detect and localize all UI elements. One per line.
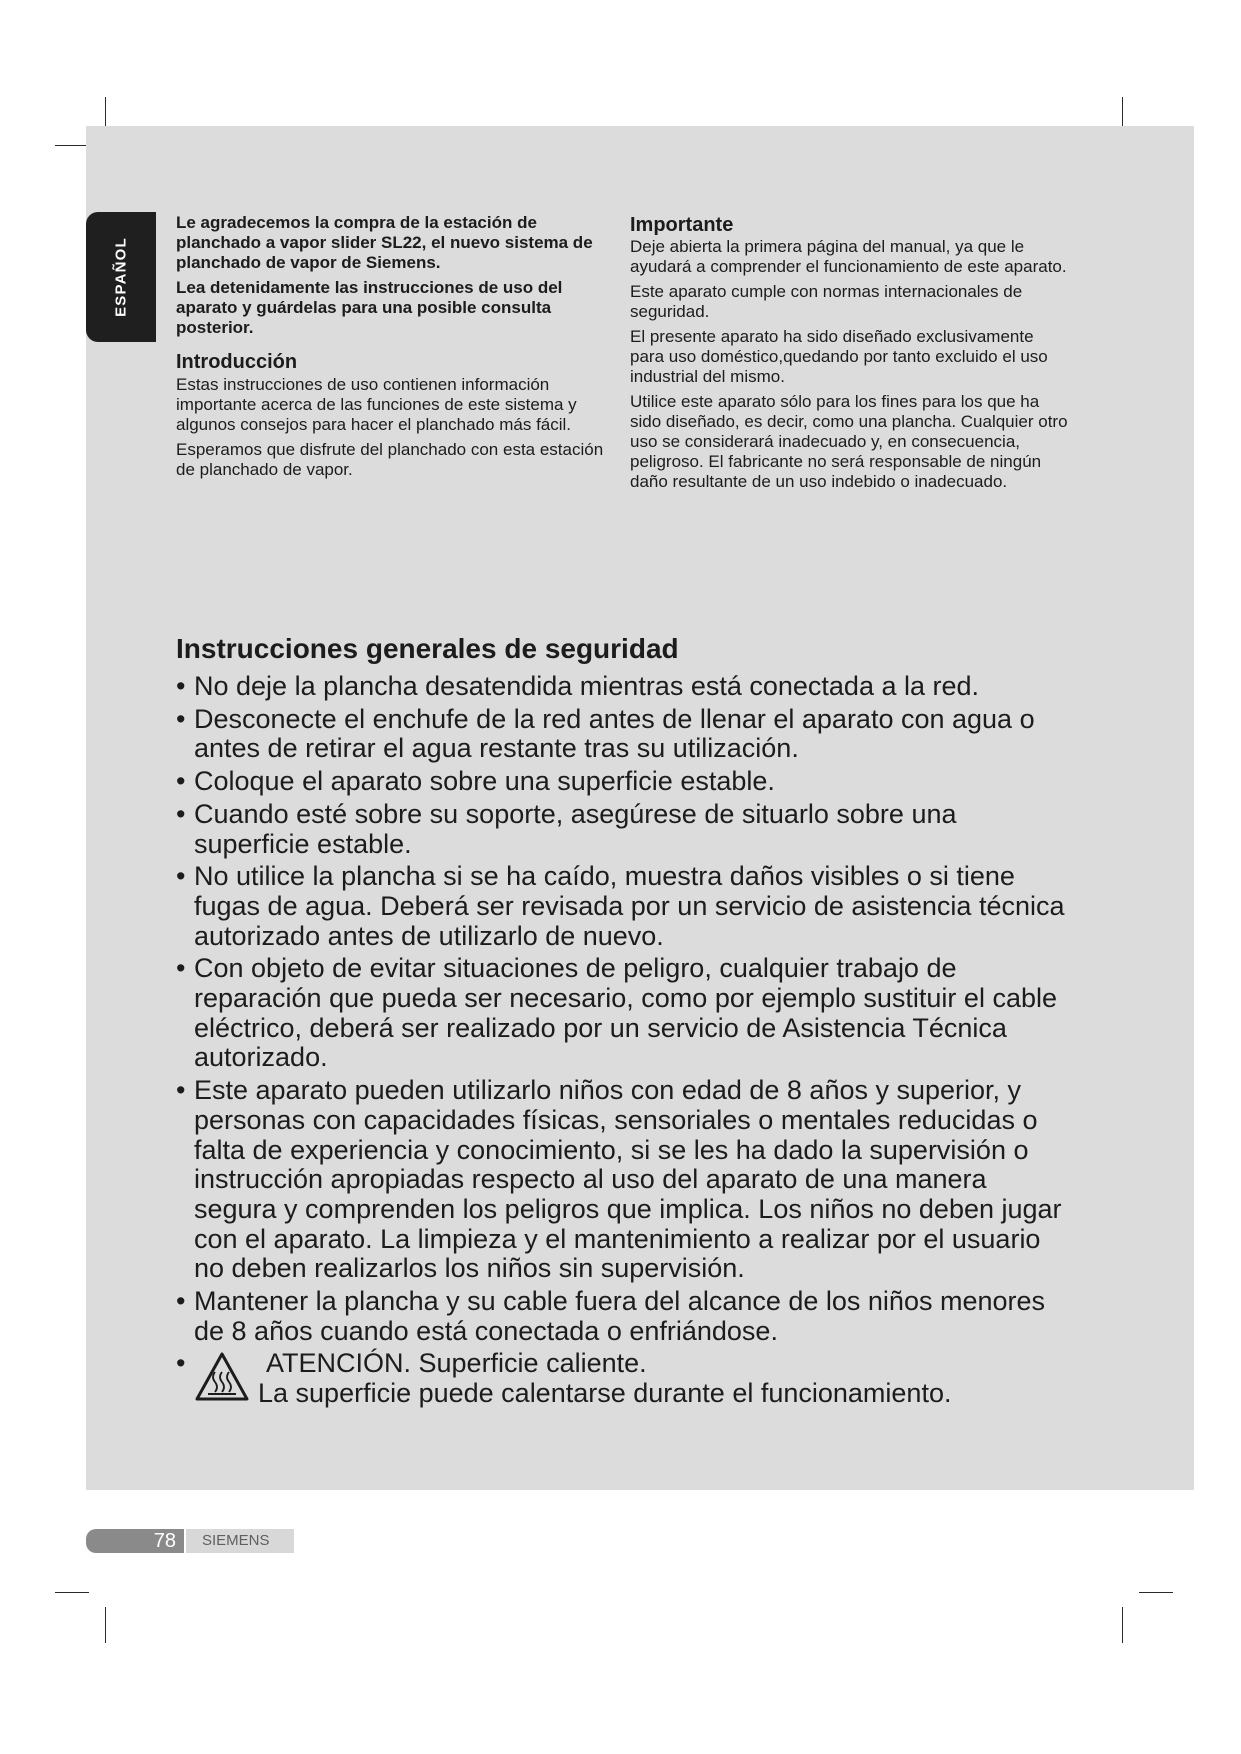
safety-item: • No deje la plancha desatendida mientras está conectada a la red. (176, 672, 1076, 702)
page-number: 78 (153, 1530, 176, 1552)
safety-item: • Cuando esté sobre su soporte, asegúrese de situarlo sobre una superficie estable. (176, 800, 1076, 859)
warning-text: La superficie puede calentarse durante el funcionamiento. (258, 1378, 952, 1409)
safety-item: • No utilice la plancha si se ha caído, muestra daños visibles o si tiene fugas de agua. Deberá ser revisada por un servicio de asistencia técnica autorizado antes de utilizarlo de nuevo. (176, 862, 1076, 951)
safety-heading: Instrucciones generales de seguridad (176, 633, 679, 664)
crop-mark (55, 1592, 89, 1593)
crop-mark (1139, 1592, 1173, 1593)
intro-column (176, 213, 616, 485)
safety-item: • Desconecte el enchufe de la red antes de llenar el aparato con agua o antes de retirar el agua restante tras su utilización. (176, 705, 1076, 764)
safety-item: • Coloque el aparato sobre una superficie estable. (176, 767, 1076, 797)
important-paragraph: Deje abierta la primera página del manual, ya que le ayudará a comprender el funcionamiento de este aparato. (630, 237, 1067, 276)
important-column (630, 213, 1070, 497)
read-instructions-paragraph: Lea detenidamente las instrucciones de uso del aparato y guárdelas para una posible consulta posterior. (176, 278, 563, 337)
crop-mark (105, 1607, 106, 1643)
language-tab-label: ESPAÑOL (112, 237, 130, 317)
safety-section (176, 632, 1076, 1412)
safety-item: • Con objeto de evitar situaciones de peligro, cualquier trabajo de reparación que pueda ser necesario, como por ejemplo sustituir el cable eléctrico, deberá ser realizado por un servicio de Asistencia Técnica autorizado. (176, 954, 1076, 1073)
safety-item: • Mantener la plancha y su cable fuera del alcance de los niños menores de 8 años cuando está conectada o enfriándose. (176, 1287, 1076, 1346)
safety-item-warning (176, 1349, 1076, 1409)
brand-label: SIEMENS (186, 1529, 294, 1553)
safety-list (176, 672, 1076, 1409)
thanks-paragraph: Le agradecemos la compra de la estación de planchado a vapor slider SL22, el nuevo sistema de planchado de vapor de Siemens. (176, 213, 593, 272)
important-paragraph: Este aparato cumple con normas internacionales de seguridad. (630, 282, 1023, 321)
crop-mark (1122, 1607, 1123, 1643)
intro-paragraph: Esperamos que disfrute del planchado con esta estación de planchado de vapor. (176, 440, 604, 479)
page-number-tab (86, 1529, 184, 1553)
important-paragraph: El presente aparato ha sido diseñado exclusivamente para uso doméstico,quedando por tanto excluido el uso industrial del mismo. (630, 327, 1048, 386)
crop-mark (55, 145, 89, 146)
warning-title: • ATENCIÓN. Superficie caliente. (266, 1348, 647, 1379)
language-tab (86, 212, 156, 342)
important-paragraph: Utilice este aparato sólo para los fines para los que ha sido diseñado, es decir, como una plancha. Cualquier otro uso se considerará inadecuado y, en consecuencia, peligroso. El fabricante no será responsable de ningún daño resultante de un uso indebido o inadecuado. (630, 392, 1068, 491)
intro-heading: Introducción (176, 351, 298, 373)
hot-surface-warning-icon (194, 1351, 250, 1403)
important-heading: Importante (630, 214, 734, 236)
intro-paragraph: Estas instrucciones de uso contienen información importante acerca de las funciones de este sistema y algunos consejos para hacer el planchado más fácil. (176, 375, 577, 434)
safety-item: • Este aparato pueden utilizarlo niños con edad de 8 años y superior, y personas con capacidades físicas, sensoriales o mentales reducidas o falta de experiencia y conocimiento, si se les ha dado la supervisión o instrucción apropiadas respecto al uso del aparato de una manera segura y comprenden los peligros que implica. Los niños no deben jugar con el aparato. La limpieza y el mantenimiento a realizar por el usuario no deben realizarlos los niños sin supervisión. (176, 1076, 1076, 1284)
